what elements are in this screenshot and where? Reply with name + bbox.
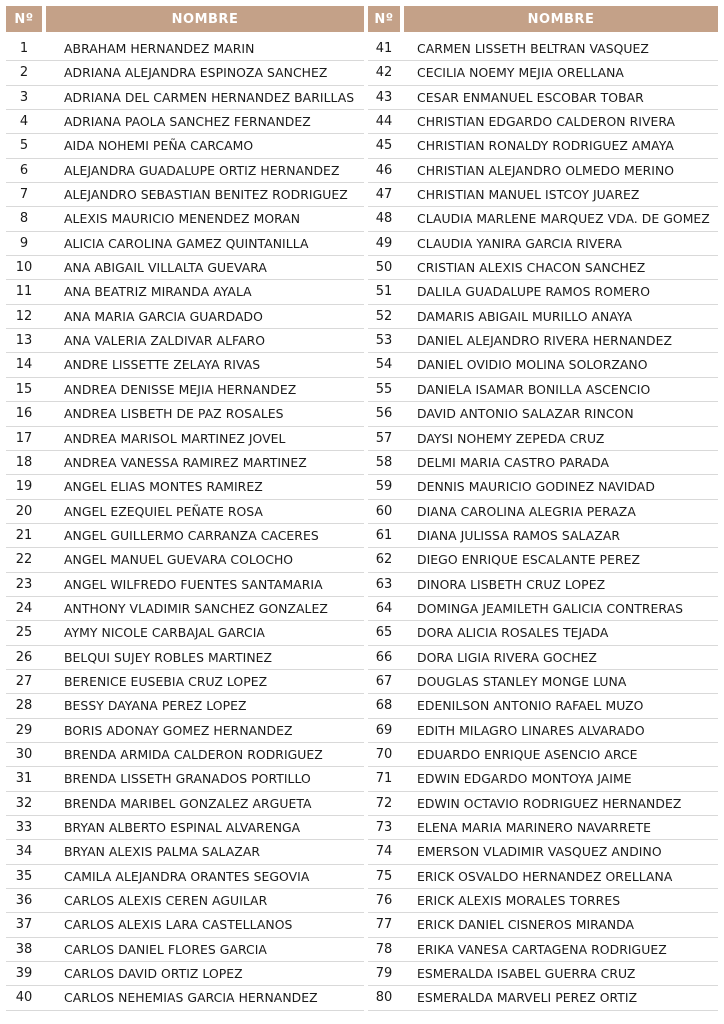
row-number: 31: [15, 771, 33, 787]
row-number: 60: [375, 503, 393, 519]
list-row: [6, 597, 364, 621]
list-row: [6, 792, 364, 816]
row-name: CARLOS ALEXIS LARA CASTELLANOS: [64, 917, 293, 933]
row-name: ANGEL MANUEL GUEVARA COLOCHO: [64, 552, 294, 568]
row-number: 50: [375, 260, 393, 276]
row-name: DIANA CAROLINA ALEGRIA PERAZA: [417, 503, 636, 519]
row-number: 38: [15, 941, 33, 957]
row-number: 56: [375, 406, 393, 422]
row-number: 68: [375, 698, 393, 714]
list-row: [6, 524, 364, 548]
row-number: 2: [19, 65, 29, 81]
row-name: ANDRE LISSETTE ZELAYA RIVAS: [64, 357, 261, 373]
row-name: DALILA GUADALUPE RAMOS ROMERO: [417, 284, 651, 300]
row-number: 73: [375, 820, 393, 835]
row-number: 8: [19, 211, 29, 227]
list-row: [6, 986, 364, 1010]
row-name: ALICIA CAROLINA GAMEZ QUINTANILLA: [64, 235, 309, 251]
row-name: EDWIN EDGARDO MONTOYA JAIME: [417, 771, 632, 787]
row-name: CHRISTIAN RONALDY RODRIGUEZ AMAYA: [417, 138, 674, 154]
list-row: [6, 353, 364, 377]
right-name-column: [368, 37, 718, 1011]
header-name-right: NOMBRE: [404, 6, 718, 32]
row-name: DORA LIGIA RIVERA GOCHEZ: [417, 649, 597, 665]
row-number: 29: [15, 722, 33, 738]
row-number: 51: [375, 284, 393, 300]
row-name: ANDREA MARISOL MARTINEZ JOVEL: [64, 430, 286, 446]
list-row: [6, 865, 364, 889]
row-number: 21: [15, 527, 33, 543]
row-number: 25: [15, 625, 33, 641]
row-name: BRENDA ARMIDA CALDERON RODRIGUEZ: [64, 746, 323, 762]
row-number: 55: [375, 381, 393, 397]
row-name: ERICK DANIEL CISNEROS MIRANDA: [417, 917, 635, 933]
list-row: [6, 280, 364, 304]
row-name: CARLOS DAVID ORTIZ LOPEZ: [64, 966, 243, 982]
row-number: 72: [375, 795, 393, 811]
row-name: ANGEL EZEQUIEL PEÑATE ROSA: [64, 503, 263, 519]
row-name: ANDREA LISBETH DE PAZ ROSALES: [64, 406, 284, 422]
list-row: [6, 500, 364, 524]
list-row: [368, 280, 718, 304]
list-row: [368, 86, 718, 110]
list-row: [368, 865, 718, 889]
row-number: 16: [15, 406, 33, 422]
row-name: ANDREA DENISSE MEJIA HERNANDEZ: [64, 381, 297, 397]
list-row: [6, 232, 364, 256]
row-number: 17: [15, 430, 33, 446]
row-name: ESMERALDA MARVELI PEREZ ORTIZ: [417, 990, 638, 1006]
row-name: AIDA NOHEMI PEÑA CARCAMO: [64, 138, 254, 154]
row-name: CARLOS ALEXIS CEREN AGUILAR: [64, 893, 268, 909]
row-number: 28: [15, 698, 33, 714]
list-row: [6, 621, 364, 645]
row-name: BESSY DAYANA PEREZ LOPEZ: [64, 698, 247, 714]
row-number: 71: [375, 771, 393, 787]
list-row: [6, 694, 364, 718]
list-row: [6, 767, 364, 791]
row-number: 39: [15, 966, 33, 982]
row-name: DORA ALICIA ROSALES TEJADA: [417, 625, 609, 641]
row-number: 76: [375, 893, 393, 909]
list-row: [6, 962, 364, 986]
row-number: 78: [375, 941, 393, 957]
row-number: 36: [15, 893, 33, 909]
row-number: 64: [375, 600, 393, 616]
row-number: 49: [375, 235, 393, 251]
list-row: [6, 37, 364, 61]
row-name: BERENICE EUSEBIA CRUZ LOPEZ: [64, 673, 268, 689]
row-name: AYMY NICOLE CARBAJAL GARCIA: [64, 625, 265, 641]
row-number: 5: [19, 138, 29, 154]
row-number: 18: [15, 454, 33, 470]
row-number: 59: [375, 479, 393, 495]
header-number-right: Nº: [368, 6, 400, 32]
list-row: [368, 573, 718, 597]
list-row: [368, 475, 718, 499]
list-row: [368, 670, 718, 694]
row-number: 34: [15, 844, 33, 860]
row-number: 27: [15, 673, 33, 689]
row-name: ABRAHAM HERNANDEZ MARIN: [64, 41, 255, 56]
row-name: ALEJANDRO SEBASTIAN BENITEZ RODRIGUEZ: [64, 187, 348, 203]
list-row: [368, 305, 718, 329]
row-number: 33: [15, 820, 33, 835]
row-number: 15: [15, 381, 33, 397]
row-name: DANIELA ISAMAR BONILLA ASCENCIO: [417, 381, 651, 397]
list-row: [368, 694, 718, 718]
list-row: [6, 256, 364, 280]
row-number: 70: [375, 746, 393, 762]
row-name: CESAR ENMANUEL ESCOBAR TOBAR: [417, 89, 644, 105]
list-row: [6, 913, 364, 937]
row-number: 80: [375, 990, 393, 1006]
row-name: ANGEL WILFREDO FUENTES SANTAMARIA: [64, 576, 323, 592]
list-row: [368, 913, 718, 937]
list-row: [368, 402, 718, 426]
row-number: 10: [15, 260, 33, 276]
row-name: ANDREA VANESSA RAMIREZ MARTINEZ: [64, 454, 307, 470]
list-row: [6, 378, 364, 402]
row-name: EDUARDO ENRIQUE ASENCIO ARCE: [417, 746, 638, 762]
row-name: DAMARIS ABIGAIL MURILLO ANAYA: [417, 308, 633, 324]
list-row: [368, 840, 718, 864]
row-number: 61: [375, 527, 393, 543]
row-name: ANA ABIGAIL VILLALTA GUEVARA: [64, 260, 267, 276]
list-row: [6, 134, 364, 158]
list-row: [368, 500, 718, 524]
row-name: CRISTIAN ALEXIS CHACON SANCHEZ: [417, 260, 646, 276]
row-name: DANIEL OVIDIO MOLINA SOLORZANO: [417, 357, 648, 373]
row-number: 62: [375, 552, 393, 568]
row-number: 44: [375, 114, 393, 130]
row-number: 66: [375, 649, 393, 665]
row-number: 9: [19, 235, 29, 251]
row-name: BRYAN ALEXIS PALMA SALAZAR: [64, 844, 261, 860]
list-row: [368, 719, 718, 743]
row-number: 22: [15, 552, 33, 568]
row-number: 20: [15, 503, 33, 519]
row-number: 35: [15, 868, 33, 884]
list-row: [6, 743, 364, 767]
list-row: [368, 37, 718, 61]
row-name: EDITH MILAGRO LINARES ALVARADO: [417, 722, 645, 738]
list-row: [368, 256, 718, 280]
list-row: [368, 134, 718, 158]
row-name: DENNIS MAURICIO GODINEZ NAVIDAD: [417, 479, 655, 495]
row-name: ANA MARIA GARCIA GUARDADO: [64, 308, 263, 324]
row-name: ERICK ALEXIS MORALES TORRES: [417, 893, 621, 909]
row-name: ERIKA VANESA CARTAGENA RODRIGUEZ: [417, 941, 667, 957]
list-row: [368, 548, 718, 572]
list-row: [368, 427, 718, 451]
row-name: ALEJANDRA GUADALUPE ORTIZ HERNANDEZ: [64, 162, 340, 178]
row-name: CLAUDIA MARLENE MARQUEZ VDA. DE GOMEZ: [417, 211, 710, 227]
row-number: 26: [15, 649, 33, 665]
row-name: CLAUDIA YANIRA GARCIA RIVERA: [417, 235, 622, 251]
list-row: [368, 353, 718, 377]
row-number: 48: [375, 211, 393, 227]
left-name-column: [6, 37, 364, 1011]
row-number: 6: [19, 162, 29, 178]
row-number: 69: [375, 722, 393, 738]
row-name: ANGEL GUILLERMO CARRANZA CACERES: [64, 527, 319, 543]
row-name: ADRIANA ALEJANDRA ESPINOZA SANCHEZ: [64, 65, 328, 81]
list-row: [368, 646, 718, 670]
list-row: [6, 159, 364, 183]
list-row: [368, 816, 718, 840]
row-name: ANA VALERIA ZALDIVAR ALFARO: [64, 333, 266, 349]
list-row: [368, 329, 718, 353]
list-row: [368, 183, 718, 207]
row-name: CECILIA NOEMY MEJIA ORELLANA: [417, 65, 624, 81]
list-row: [6, 451, 364, 475]
row-number: 19: [15, 479, 33, 495]
list-row: [368, 767, 718, 791]
row-name: DINORA LISBETH CRUZ LOPEZ: [417, 576, 606, 592]
row-number: 75: [375, 868, 393, 884]
list-row: [6, 427, 364, 451]
row-number: 52: [375, 308, 393, 324]
list-row: [368, 986, 718, 1010]
list-row: [368, 597, 718, 621]
row-name: DIANA JULISSA RAMOS SALAZAR: [417, 527, 621, 543]
row-name: DAVID ANTONIO SALAZAR RINCON: [417, 406, 634, 422]
row-name: CHRISTIAN ALEJANDRO OLMEDO MERINO: [417, 162, 675, 178]
list-row: [6, 305, 364, 329]
row-number: 32: [15, 795, 33, 811]
row-number: 74: [375, 844, 393, 860]
row-number: 58: [375, 454, 393, 470]
list-row: [368, 207, 718, 231]
row-name: BRENDA LISSETH GRANADOS PORTILLO: [64, 771, 311, 787]
row-name: BRENDA MARIBEL GONZALEZ ARGUETA: [64, 795, 312, 811]
row-number: 57: [375, 430, 393, 446]
row-number: 3: [19, 89, 29, 105]
row-name: BRYAN ALBERTO ESPINAL ALVARENGA: [64, 820, 301, 835]
row-number: 67: [375, 673, 393, 689]
list-row: [368, 792, 718, 816]
row-name: ALEXIS MAURICIO MENENDEZ MORAN: [64, 211, 301, 227]
row-name: DIEGO ENRIQUE ESCALANTE PEREZ: [417, 552, 641, 568]
list-row: [6, 61, 364, 85]
row-name: CHRISTIAN EDGARDO CALDERON RIVERA: [417, 114, 676, 130]
list-row: [6, 475, 364, 499]
row-name: ANTHONY VLADIMIR SANCHEZ GONZALEZ: [64, 600, 328, 616]
row-name: CHRISTIAN MANUEL ISTCOY JUAREZ: [417, 187, 640, 203]
row-number: 46: [375, 162, 393, 178]
row-name: DELMI MARIA CASTRO PARADA: [417, 454, 610, 470]
row-number: 1: [19, 41, 29, 56]
list-row: [368, 232, 718, 256]
row-number: 12: [15, 308, 33, 324]
list-row: [6, 670, 364, 694]
list-row: [6, 646, 364, 670]
list-row: [368, 451, 718, 475]
row-name: DANIEL ALEJANDRO RIVERA HERNANDEZ: [417, 333, 672, 349]
row-number: 43: [375, 89, 393, 105]
list-row: [6, 207, 364, 231]
list-row: [6, 889, 364, 913]
row-number: 77: [375, 917, 393, 933]
row-number: 63: [375, 576, 393, 592]
row-name: EDENILSON ANTONIO RAFAEL MUZO: [417, 698, 644, 714]
list-row: [6, 329, 364, 353]
list-row: [368, 889, 718, 913]
row-name: ANGEL ELIAS MONTES RAMIREZ: [64, 479, 263, 495]
row-name: DOUGLAS STANLEY MONGE LUNA: [417, 673, 627, 689]
list-row: [368, 524, 718, 548]
list-row: [368, 621, 718, 645]
row-number: 14: [15, 357, 33, 373]
row-number: 53: [375, 333, 393, 349]
list-row: [6, 719, 364, 743]
row-name: CARLOS NEHEMIAS GARCIA HERNANDEZ: [64, 990, 318, 1006]
header-name-left: NOMBRE: [46, 6, 364, 32]
row-name: ANA BEATRIZ MIRANDA AYALA: [64, 284, 252, 300]
row-name: CARLOS DANIEL FLORES GARCIA: [64, 941, 267, 957]
row-number: 23: [15, 576, 33, 592]
row-number: 13: [15, 333, 33, 349]
row-number: 24: [15, 600, 33, 616]
row-name: ESMERALDA ISABEL GUERRA CRUZ: [417, 966, 636, 982]
row-name: BELQUI SUJEY ROBLES MARTINEZ: [64, 649, 273, 665]
list-row: [6, 110, 364, 134]
list-row: [6, 816, 364, 840]
row-number: 65: [375, 625, 393, 641]
list-row: [368, 61, 718, 85]
row-number: 11: [15, 284, 33, 300]
row-name: BORIS ADONAY GOMEZ HERNANDEZ: [64, 722, 293, 738]
header-number-left: Nº: [6, 6, 42, 32]
list-row: [368, 938, 718, 962]
list-row: [368, 743, 718, 767]
row-number: 41: [375, 41, 393, 56]
row-name: DAYSI NOHEMY ZEPEDA CRUZ: [417, 430, 605, 446]
row-name: ADRIANA DEL CARMEN HERNANDEZ BARILLAS: [64, 89, 355, 105]
row-number: 47: [375, 187, 393, 203]
list-row: [6, 573, 364, 597]
row-number: 4: [19, 114, 29, 130]
row-number: 79: [375, 966, 393, 982]
list-row: [6, 86, 364, 110]
row-number: 37: [15, 917, 33, 933]
row-name: CARMEN LISSETH BELTRAN VASQUEZ: [417, 41, 649, 56]
row-number: 7: [19, 187, 29, 203]
list-row: [6, 548, 364, 572]
list-row: [6, 402, 364, 426]
list-row: [368, 378, 718, 402]
list-row: [368, 159, 718, 183]
row-number: 40: [15, 990, 33, 1006]
list-row: [368, 110, 718, 134]
row-number: 45: [375, 138, 393, 154]
row-name: ELENA MARIA MARINERO NAVARRETE: [417, 820, 651, 835]
row-name: ADRIANA PAOLA SANCHEZ FERNANDEZ: [64, 114, 311, 130]
row-name: CAMILA ALEJANDRA ORANTES SEGOVIA: [64, 868, 310, 884]
row-name: EMERSON VLADIMIR VASQUEZ ANDINO: [417, 844, 662, 860]
row-name: DOMINGA JEAMILETH GALICIA CONTRERAS: [417, 600, 684, 616]
list-row: [6, 183, 364, 207]
row-number: 30: [15, 746, 33, 762]
row-name: EDWIN OCTAVIO RODRIGUEZ HERNANDEZ: [417, 795, 682, 811]
row-name: ERICK OSVALDO HERNANDEZ ORELLANA: [417, 868, 673, 884]
row-number: 54: [375, 357, 393, 373]
list-row: [368, 962, 718, 986]
list-row: [6, 938, 364, 962]
row-number: 42: [375, 65, 393, 81]
list-row: [6, 840, 364, 864]
